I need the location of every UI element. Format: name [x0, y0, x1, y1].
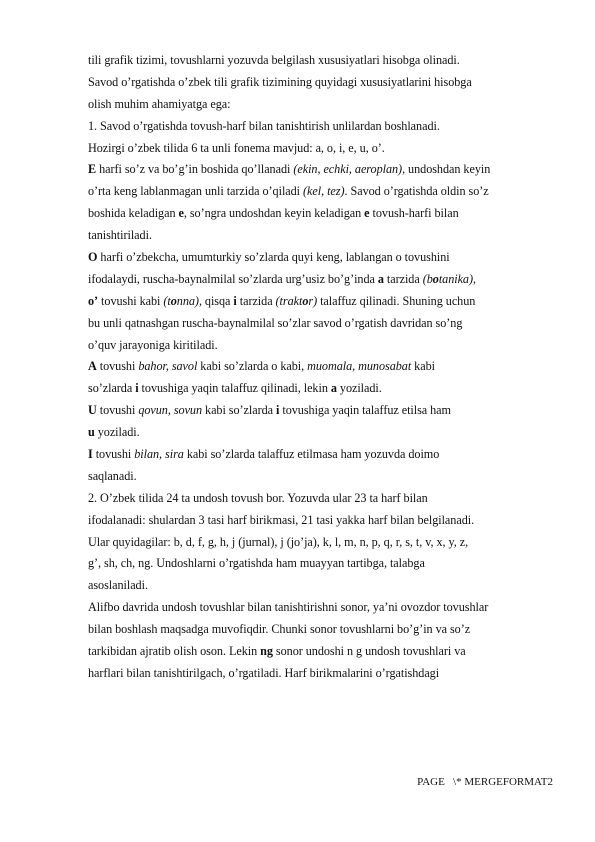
text-run: tovushi	[96, 403, 139, 418]
text-line	[88, 313, 558, 335]
text-run: tanishtiriladi.	[88, 228, 152, 243]
document-body	[88, 50, 558, 685]
text-line	[88, 116, 558, 138]
text-run: a	[377, 271, 384, 286]
text-run: (kel, tez)	[303, 184, 345, 199]
text-line	[88, 488, 558, 510]
text-run: yoziladi.	[94, 425, 140, 440]
text-line	[88, 400, 558, 422]
text-line	[88, 335, 558, 357]
text-run: tovushi kabi	[98, 293, 164, 308]
text-line	[88, 159, 558, 181]
text-run: o’rta keng lablanmagan unli tarzida o’qiladi	[88, 184, 304, 199]
text-run: yoziladi.	[336, 381, 382, 396]
text-run: tili grafik tizimi, tovushlarni yozuvda belgilash xususiyatlari hisobga olinadi.	[88, 53, 460, 67]
text-run: tovushiga yaqin talaffuz qilinadi, lekin	[138, 381, 331, 396]
text-run: E	[88, 162, 97, 177]
text-run: bilan boshlash maqsadga muvofiqdir. Chunki sonor tovushlarni bo’g’in va so’z	[88, 622, 471, 637]
text-run: u	[88, 425, 95, 440]
text-run: kabi so’zlarda	[202, 403, 277, 418]
text-line	[88, 50, 558, 72]
text-run: r)	[308, 293, 318, 308]
text-run: Alifbo davrida undosh tovushlar bilan tanishtirishni sonor, ya’ni ovozdor tovushlar	[88, 600, 489, 615]
text-line	[88, 203, 558, 225]
text-run: kabi so’zlarda o kabi,	[197, 359, 308, 374]
text-run: bahor, savol	[138, 359, 198, 374]
text-run: tarkibidan ajratib olish oson. Lekin	[88, 644, 261, 659]
text-run: o’	[88, 293, 99, 308]
text-run: i	[135, 381, 139, 396]
text-line	[88, 444, 558, 466]
text-run: Savod o’rgatishda o’zbek tili grafik tizimining quyidagi xususiyatlarini hisobga	[88, 74, 472, 89]
text-line	[88, 378, 558, 400]
text-run: (ekin, echki, aeroplan)	[293, 162, 403, 177]
text-run: 2. O’zbek tilida 24 ta undosh tovush bor. Yozuvda ular 23 ta harf bilan	[88, 490, 428, 505]
text-run: qovun, sovun	[138, 403, 203, 418]
text-run: tarzida	[383, 271, 423, 286]
text-line	[88, 597, 558, 619]
text-run: o’quv jarayoniga kiritiladi.	[88, 337, 218, 352]
text-run: g’, sh, ch, ng. Undoshlarni o’rgatishda ham muayyan tartibga, talabga	[88, 556, 425, 571]
text-run: a	[330, 381, 337, 396]
text-run: tovush-harfi bilan	[369, 206, 459, 221]
text-run: harfi o’zbekcha, umumturkiy so’zlarda quyi keng, lablangan o tovushini	[97, 250, 450, 265]
text-run: e	[364, 206, 370, 221]
text-run: I	[88, 447, 93, 462]
text-run: harflari bilan tanishtirilgach, o’rgatiladi. Harf birikmalarini o’rgatishdagi	[88, 665, 440, 680]
text-line	[88, 138, 558, 160]
text-run: o	[302, 293, 309, 308]
text-run: Ular quyidagilar: b, d, f, g, h, j (jurnal), j (jo’ja), k, l, m, n, p, q, r, s, t, v, x, y, z,	[88, 534, 469, 549]
text-line	[88, 553, 558, 575]
text-run: , qisqa	[198, 293, 234, 308]
text-run: bilan, sira	[134, 447, 184, 462]
text-run: muomala, munosabat	[307, 359, 412, 374]
text-run: talaffuz qilinadi. Shuning uchun	[317, 293, 476, 308]
text-line	[88, 466, 558, 488]
text-run: (t	[163, 293, 171, 308]
text-run: kabi so’zlarda talaffuz etilmasa ham yozuvda doimo	[183, 447, 440, 462]
text-run: 1. Savod o’rgatishda tovush-harf bilan tanishtirish unlilardan boshlanadi.	[88, 118, 440, 133]
text-run: tanika)	[438, 271, 473, 286]
text-run: boshida keladigan	[88, 206, 179, 221]
text-line	[88, 575, 558, 597]
text-run: saqlanadi.	[88, 468, 137, 483]
text-run: so’zlarda	[88, 381, 136, 396]
text-line	[88, 641, 558, 663]
text-run: bu unli qatnashgan ruscha-baynalmilal so’zlar savod o’rgatish davridan so’ng	[88, 315, 463, 330]
text-run: tovushi	[92, 447, 135, 462]
text-run: , so’ngra undoshdan keyin keladigan	[183, 206, 365, 221]
text-line	[88, 269, 558, 291]
text-run: o	[432, 271, 439, 286]
text-run: harfi so’z va bo’g’in boshida qo’llanadi	[96, 162, 294, 177]
text-line	[88, 291, 558, 313]
text-run: , undoshdan keyin	[402, 162, 491, 177]
text-run: U	[88, 403, 97, 418]
text-run: tovushiga yaqin talaffuz etilsa ham	[279, 403, 451, 418]
text-run: kabi	[411, 359, 435, 374]
text-run: o	[170, 293, 177, 308]
text-run: e	[178, 206, 184, 221]
page-footer: PAGE \* MERGEFORMAT2	[417, 776, 553, 788]
text-run: i	[233, 293, 237, 308]
text-run: A	[88, 359, 97, 374]
text-run: tovushi	[96, 359, 139, 374]
text-run: tarzida	[236, 293, 276, 308]
text-run: (trakt	[275, 293, 303, 308]
text-run: ng	[260, 644, 273, 659]
text-line	[88, 72, 558, 94]
text-run: asoslaniladi.	[88, 578, 148, 593]
text-run: nna)	[176, 293, 199, 308]
text-line	[88, 356, 558, 378]
text-line	[88, 422, 558, 444]
text-line	[88, 247, 558, 269]
text-run: olish muhim ahamiyatga ega:	[88, 96, 231, 111]
text-run: sonor undoshi n g undosh tovushlari va	[272, 644, 466, 659]
text-line	[88, 225, 558, 247]
text-run: . Savod o’rgatishda oldin so’z	[344, 184, 489, 199]
text-line	[88, 619, 558, 641]
text-run: O	[88, 250, 98, 265]
text-run: ifodalaydi, ruscha-baynalmilal so’zlarda urg’usiz bo’g’inda	[88, 271, 378, 286]
text-line	[88, 510, 558, 532]
text-run: Hozirgi o’zbek tilida 6 ta unli fonema mavjud: a, o, i, e, u, o’.	[88, 140, 385, 155]
text-run: (b	[422, 271, 433, 286]
text-line	[88, 181, 558, 203]
text-run: i	[276, 403, 280, 418]
text-run: ifodalanadi: shulardan 3 tasi harf birikmasi, 21 tasi yakka harf bilan belgilanadi.	[88, 512, 475, 527]
text-line	[88, 94, 558, 116]
text-line	[88, 532, 558, 554]
text-run: ,	[472, 271, 476, 286]
text-line	[88, 663, 558, 685]
